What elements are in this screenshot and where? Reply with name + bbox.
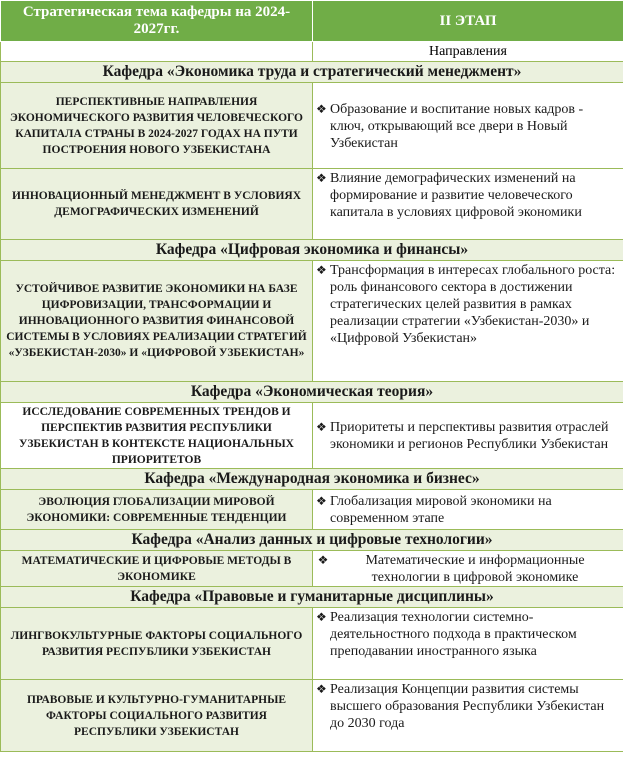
diamond-bullet-icon: ❖	[316, 494, 327, 508]
direction-text: Реализация Концепции развития системы высшего образования Республики Узбекистан до 2030 года	[330, 682, 605, 731]
direction-cell	[313, 490, 623, 530]
table-row	[1, 261, 623, 382]
diamond-bullet-icon: ❖	[317, 553, 329, 567]
department-row	[1, 587, 623, 608]
direction-text: Реализация технологии системно-деятельностного подхода в практическом преподавании иностранного языка	[330, 610, 577, 659]
department-name: Кафедра «Цифровая экономика и финансы»	[1, 240, 623, 261]
direction-cell	[313, 608, 623, 680]
direction-text: Трансформация в интересах глобального роста: роль финансового сектора в достижении стратегических целей развития в рамках реализации стратегии «Узбекистан-2030» и «Цифровой Узбекистан»	[330, 263, 616, 346]
table-row	[1, 83, 623, 169]
theme-cell: ПРАВОВЫЕ И КУЛЬТУРНО-ГУМАНИТАРНЫЕ ФАКТОРЫ СОЦИАЛЬНОГО РАЗВИТИЯ РЕСПУБЛИКИ УЗБЕКИСТАН	[1, 680, 313, 752]
table-row	[1, 490, 623, 530]
direction-text: Математические и информационные технологии в цифровой экономике	[365, 553, 585, 585]
theme-cell: ИННОВАЦИОННЫЙ МЕНЕДЖМЕНТ В УСЛОВИЯХ ДЕМОГРАФИЧЕСКИХ ИЗМЕНЕНИЙ	[1, 169, 313, 240]
header-stage-column: II ЭТАП	[313, 1, 623, 42]
diamond-bullet-icon: ❖	[316, 171, 327, 185]
direction-cell	[313, 680, 623, 752]
table-row	[1, 680, 623, 752]
table-row	[1, 608, 623, 680]
subheader-empty-cell	[1, 42, 313, 62]
table-row	[1, 551, 623, 587]
theme-cell: УСТОЙЧИВОЕ РАЗВИТИЕ ЭКОНОМИКИ НА БАЗЕ ЦИФРОВИЗАЦИИ, ТРАНСФОРМАЦИИ И ИННОВАЦИОННОГО РАЗВИТИЯ ФИНАНСОВОЙ СИСТЕМЫ В УСЛОВИЯХ РЕАЛИЗАЦИИ СТРАТЕГИЙ «УЗБЕКИСТАН-2030» И «ЦИФРОВОЙ УЗБЕКИСТАН»	[1, 261, 313, 382]
diamond-bullet-icon: ❖	[316, 682, 327, 696]
direction-text: Образование и воспитание новых кадров - ключ, открывающий все двери в Новый Узбекистан	[330, 101, 584, 151]
direction-text: Глобализация мировой экономики на современном этапе	[330, 494, 552, 526]
direction-cell	[313, 403, 623, 469]
direction-cell	[313, 261, 623, 382]
direction-text: Приоритеты и перспективы развития отраслей экономики и регионов Республики Узбекистан	[330, 420, 609, 452]
theme-cell: МАТЕМАТИЧЕСКИЕ И ЦИФРОВЫЕ МЕТОДЫ В ЭКОНОМИКЕ	[1, 551, 313, 587]
direction-cell	[313, 83, 623, 169]
department-row	[1, 382, 623, 403]
diamond-bullet-icon: ❖	[316, 263, 327, 277]
table-row	[1, 169, 623, 240]
subheader-directions: Направления	[313, 42, 623, 62]
diamond-bullet-icon: ❖	[316, 610, 327, 624]
department-name: Кафедра «Международная экономика и бизнес»	[1, 469, 623, 490]
direction-cell	[313, 169, 623, 240]
diamond-bullet-icon: ❖	[316, 101, 327, 116]
department-name: Кафедра «Экономическая теория»	[1, 382, 623, 403]
department-row	[1, 469, 623, 490]
department-row	[1, 240, 623, 261]
header-row	[1, 1, 623, 42]
subheader-row	[1, 42, 623, 62]
theme-cell: ЛИНГВОКУЛЬТУРНЫЕ ФАКТОРЫ СОЦИАЛЬНОГО РАЗВИТИЯ РЕСПУБЛИКИ УЗБЕКИСТАН	[1, 608, 313, 680]
header-theme-column: Стратегическая тема кафедры на 2024-2027гг.	[1, 1, 313, 42]
department-name: Кафедра «Экономика труда и стратегический менеджмент»	[1, 62, 623, 83]
direction-text: Влияние демографических изменений на формирование и развитие человеческого капитала в условиях цифровой экономики	[330, 171, 582, 220]
department-name: Кафедра «Правовые и гуманитарные дисциплины»	[1, 587, 623, 608]
theme-cell: ИССЛЕДОВАНИЕ СОВРЕМЕННЫХ ТРЕНДОВ И ПЕРСПЕКТИВ РАЗВИТИЯ РЕСПУБЛИКИ УЗБЕКИСТАН В КОНТЕКСТЕ НАЦИОНАЛЬНЫХ ПРИОРИТЕТОВ	[1, 403, 313, 469]
diamond-bullet-icon: ❖	[316, 420, 327, 434]
table-row	[1, 403, 623, 469]
theme-cell: ПЕРСПЕКТИВНЫЕ НАПРАВЛЕНИЯ ЭКОНОМИЧЕСКОГО РАЗВИТИЯ ЧЕЛОВЕЧЕСКОГО КАПИТАЛА СТРАНЫ В 2024-2027 ГОДАХ НА ПУТИ ПОСТРОЕНИЯ НОВОГО УЗБЕКИСТАНА	[1, 83, 313, 169]
direction-cell	[313, 551, 623, 587]
theme-cell: ЭВОЛЮЦИЯ ГЛОБАЛИЗАЦИИ МИРОВОЙ ЭКОНОМИКИ: СОВРЕМЕННЫЕ ТЕНДЕНЦИИ	[1, 490, 313, 530]
department-row	[1, 62, 623, 83]
department-name: Кафедра «Анализ данных и цифровые технологии»	[1, 530, 623, 551]
department-row	[1, 530, 623, 551]
